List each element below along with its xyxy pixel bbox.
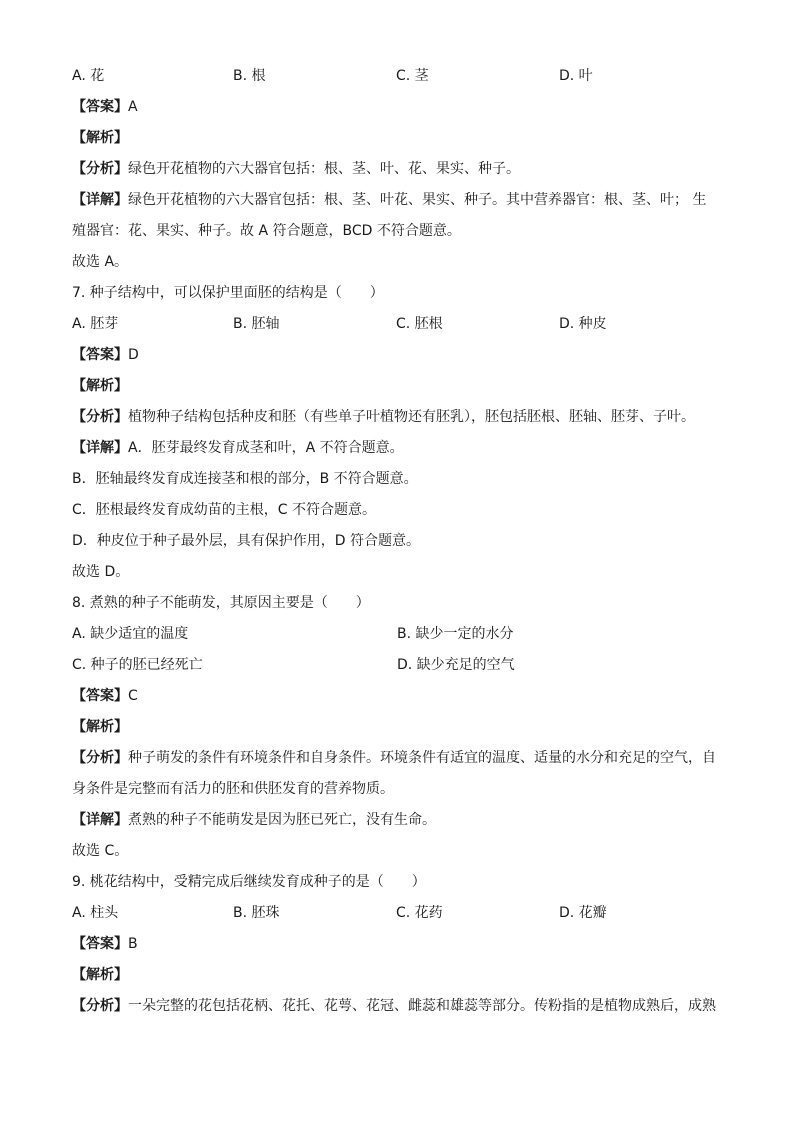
q7-option-d: D. 种皮 <box>559 316 607 332</box>
q6-options <box>72 62 722 93</box>
analysis-tag: 【解析】 <box>72 967 128 983</box>
q8-xiangjie <box>72 806 722 837</box>
q6-xiangjie-line-2: 殖器官：花、果实、种子。故 A 符合题意，BCD 不符合题意。 <box>72 223 461 239</box>
q6-answer <box>72 93 722 124</box>
answer-tag: 【答案】 <box>72 347 128 363</box>
q9-question: 9. 桃花结构中，受精完成后继续发育成种子的是（ ） <box>72 874 426 890</box>
xiangjie-tag: 【详解】 <box>72 192 128 208</box>
q7-xiangjie-line-1 <box>72 434 722 465</box>
answer-tag: 【答案】 <box>72 936 128 952</box>
xiangjie-text: 绿色开花植物的六大器官包括：根、茎、叶花、果实、种子。其中营养器官：根、茎、叶； 生 <box>128 192 707 208</box>
q7-analysis-heading <box>72 372 722 403</box>
q9-answer <box>72 930 722 961</box>
q7-options <box>72 310 722 341</box>
xiangjie-text: 煮熟的种子不能萌发是因为胚已死亡，没有生命。 <box>128 812 436 828</box>
q7-line-d: D．种皮位于种子最外层，具有保护作用，D 符合题意。 <box>72 533 421 549</box>
q9-analysis-heading <box>72 961 722 992</box>
q6-option-d: D. 叶 <box>559 68 593 84</box>
q9-option-d: D. 花瓣 <box>559 905 607 921</box>
fenxi-text: 一朵完整的花包括花柄、花托、花萼、花冠、雌蕊和雄蕊等部分。传粉指的是植物成熟后，成熟 <box>128 998 716 1014</box>
answer-value: B <box>128 936 138 952</box>
fenxi-tag: 【分析】 <box>72 998 128 1014</box>
fenxi-text: 种子萌发的条件有环境条件和自身条件。环境条件有适宜的温度、适量的水分和充足的空气，自 <box>128 750 716 766</box>
xiangjie-tag: 【详解】 <box>72 812 128 828</box>
answer-tag: 【答案】 <box>72 99 128 115</box>
q6-option-b: B. 根 <box>233 68 266 84</box>
q6-fenxi <box>72 155 722 186</box>
xiangjie-tag: 【详解】 <box>72 440 128 456</box>
q7-line-b: B．胚轴最终发育成连接茎和根的部分，B 不符合题意。 <box>72 471 418 487</box>
q8-question: 8. 煮熟的种子不能萌发，其原因主要是（ ） <box>72 595 370 611</box>
q8-fenxi-line-2: 身条件是完整而有活力的胚和供胚发育的营养物质。 <box>72 781 394 797</box>
q8-answer <box>72 682 722 713</box>
answer-value: D <box>128 347 139 363</box>
fenxi-tag: 【分析】 <box>72 409 128 425</box>
q9-fenxi <box>72 992 722 1023</box>
fenxi-text: 植物种子结构包括种皮和胚（有些单子叶植物还有胚乳），胚包括胚根、胚轴、胚芽、子叶。 <box>128 409 695 425</box>
answer-value: A <box>128 99 138 115</box>
q7-conclusion: 故选 D。 <box>72 564 130 580</box>
q9-option-b: B. 胚珠 <box>233 905 280 921</box>
q8-options-row-1 <box>72 620 722 651</box>
q7-option-a: A. 胚芽 <box>72 316 119 332</box>
analysis-tag: 【解析】 <box>72 130 128 146</box>
q9-option-c: C. 花药 <box>396 905 443 921</box>
q8-conclusion: 故选 C。 <box>72 843 129 859</box>
q7-fenxi <box>72 403 722 434</box>
q8-option-b: B. 缺少一定的水分 <box>397 626 514 642</box>
analysis-tag: 【解析】 <box>72 719 128 735</box>
fenxi-tag: 【分析】 <box>72 750 128 766</box>
document-page <box>72 62 722 1023</box>
answer-value: C <box>128 688 138 704</box>
q7-line-c: C．胚根最终发育成幼苗的主根，C 不符合题意。 <box>72 502 376 518</box>
q8-analysis-heading <box>72 713 722 744</box>
xiangjie-text: A．胚芽最终发育成茎和叶，A 不符合题意。 <box>128 440 404 456</box>
q8-option-c: C. 种子的胚已经死亡 <box>72 657 203 673</box>
analysis-tag: 【解析】 <box>72 378 128 394</box>
q7-option-b: B. 胚轴 <box>233 316 280 332</box>
q8-option-a: A. 缺少适宜的温度 <box>72 626 189 642</box>
fenxi-text: 绿色开花植物的六大器官包括：根、茎、叶、花、果实、种子。 <box>128 161 520 177</box>
fenxi-tag: 【分析】 <box>72 161 128 177</box>
q8-fenxi-line-1 <box>72 744 722 775</box>
q8-option-d: D. 缺少充足的空气 <box>397 657 515 673</box>
answer-tag: 【答案】 <box>72 688 128 704</box>
q6-analysis-heading <box>72 124 722 155</box>
q7-question: 7. 种子结构中，可以保护里面胚的结构是（ ） <box>72 285 384 301</box>
q6-option-c: C. 茎 <box>396 68 429 84</box>
q6-xiangjie-line-1 <box>72 186 722 217</box>
q8-options-row-2 <box>72 651 722 682</box>
q6-conclusion: 故选 A。 <box>72 254 129 270</box>
q9-options <box>72 899 722 930</box>
q7-option-c: C. 胚根 <box>396 316 443 332</box>
q9-option-a: A. 柱头 <box>72 905 119 921</box>
q7-answer <box>72 341 722 372</box>
q6-option-a: A. 花 <box>72 68 105 84</box>
